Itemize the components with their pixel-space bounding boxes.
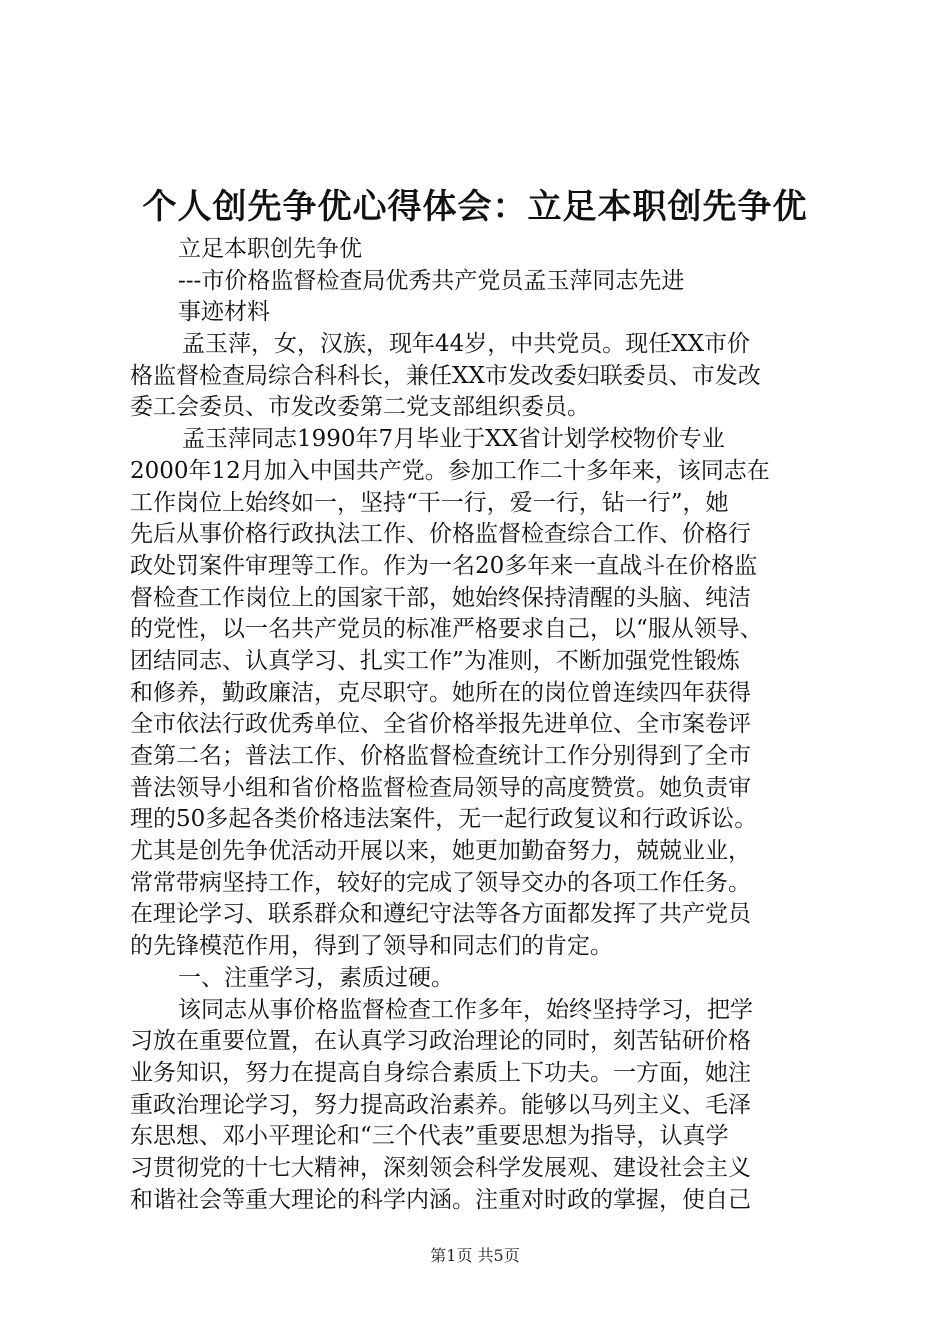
paragraph-line: 业务知识，努力在提高自身综合素质上下功夫。一方面，她注 <box>130 1059 751 1086</box>
paragraph-line: 格监督检查局综合科科长，兼任XX市发改委妇联委员、市发改 <box>130 362 761 389</box>
paragraph-line: 政处罚案件审理等工作。作为一名20多年来一直战斗在价格监 <box>130 552 758 579</box>
paragraph-line: 督检查工作岗位上的国家干部，她始终保持清醒的头脑、纯洁 <box>130 584 751 611</box>
document-body <box>130 234 830 1216</box>
paragraph-line: 普法领导小组和省价格监督检查局领导的高度赞赏。她负责审 <box>130 774 751 801</box>
paragraph-line: 东思想、邓小平理论和“三个代表”重要思想为指导，认真学 <box>130 1123 729 1150</box>
paragraph-line: 工作岗位上始终如一，坚持“干一行，爱一行，钻一行”，她 <box>130 489 729 516</box>
paragraph-line: 理的50多起各类价格违法案件，无一起行政复议和行政诉讼。 <box>130 806 758 833</box>
paragraph-line: 的先锋模范作用，得到了领导和同志们的肯定。 <box>130 933 613 960</box>
paragraph-line: 孟玉萍同志1990年7月毕业于XX省计划学校物价专业 <box>182 426 725 453</box>
page-footer: 第1页 共5页 <box>430 1246 520 1265</box>
subtitle-line: 立足本职创先争优 <box>178 236 362 262</box>
paragraph-line: 常常带病坚持工作，较好的完成了领导交办的各项工作任务。 <box>130 869 751 896</box>
paragraph-line: 全市依法行政优秀单位、全省价格举报先进单位、全市案卷评 <box>130 711 751 738</box>
paragraph-line: 的党性，以一名共产党员的标准严格要求自己，以“服从领导、 <box>130 616 763 643</box>
section-heading: 一、注重学习，素质过硬。 <box>178 964 454 991</box>
paragraph-line: 团结同志、认真学习、扎实工作”为准则，不断加强党性锻炼 <box>130 647 740 674</box>
paragraph-line: 该同志从事价格监督检查工作多年，始终坚持学习，把学 <box>178 996 753 1023</box>
paragraph-line: 重政治理论学习，努力提高政治素养。能够以马列主义、毛泽 <box>130 1091 751 1118</box>
paragraph-line: 习放在重要位置，在认真学习政治理论的同时，刻苦钻研价格 <box>130 1028 751 1055</box>
paragraph-line: 委工会委员、市发改委第二党支部组织委员。 <box>130 394 590 421</box>
paragraph-line: 2000年12月加入中国共产党。参加工作二十多年来，该同志在 <box>130 457 770 484</box>
paragraph-line: 和谐社会等重大理论的科学内涵。注重对时政的掌握，使自己 <box>130 1186 751 1213</box>
paragraph-line: 习贯彻党的十七大精神，深刻领会科学发展观、建设社会主义 <box>130 1154 751 1181</box>
paragraph-line: 先后从事价格行政执法工作、价格监督检查综合工作、价格行 <box>130 521 751 548</box>
paragraph-line: 查第二名；普法工作、价格监督检查统计工作分别得到了全市 <box>130 743 751 769</box>
paragraph-line: 和修养，勤政廉洁，克尽职守。她所在的岗位曾连续四年获得 <box>130 679 751 706</box>
paragraph-line: 孟玉萍，女，汉族，现年44岁，中共党员。现任XX市价 <box>182 331 751 358</box>
subtitle-line: ---市价格监督检查局优秀共产党员孟玉萍同志先进 <box>178 267 685 294</box>
paragraph-line: 在理论学习、联系群众和遵纪守法等各方面都发挥了共产党员 <box>130 901 751 928</box>
subtitle-line: 事迹材料 <box>178 299 270 326</box>
document-title: 个人创先争优心得体会：立足本职创先争优 <box>142 187 808 227</box>
paragraph-line: 尤其是创先争优活动开展以来，她更加勤奋努力，兢兢业业， <box>130 838 751 865</box>
